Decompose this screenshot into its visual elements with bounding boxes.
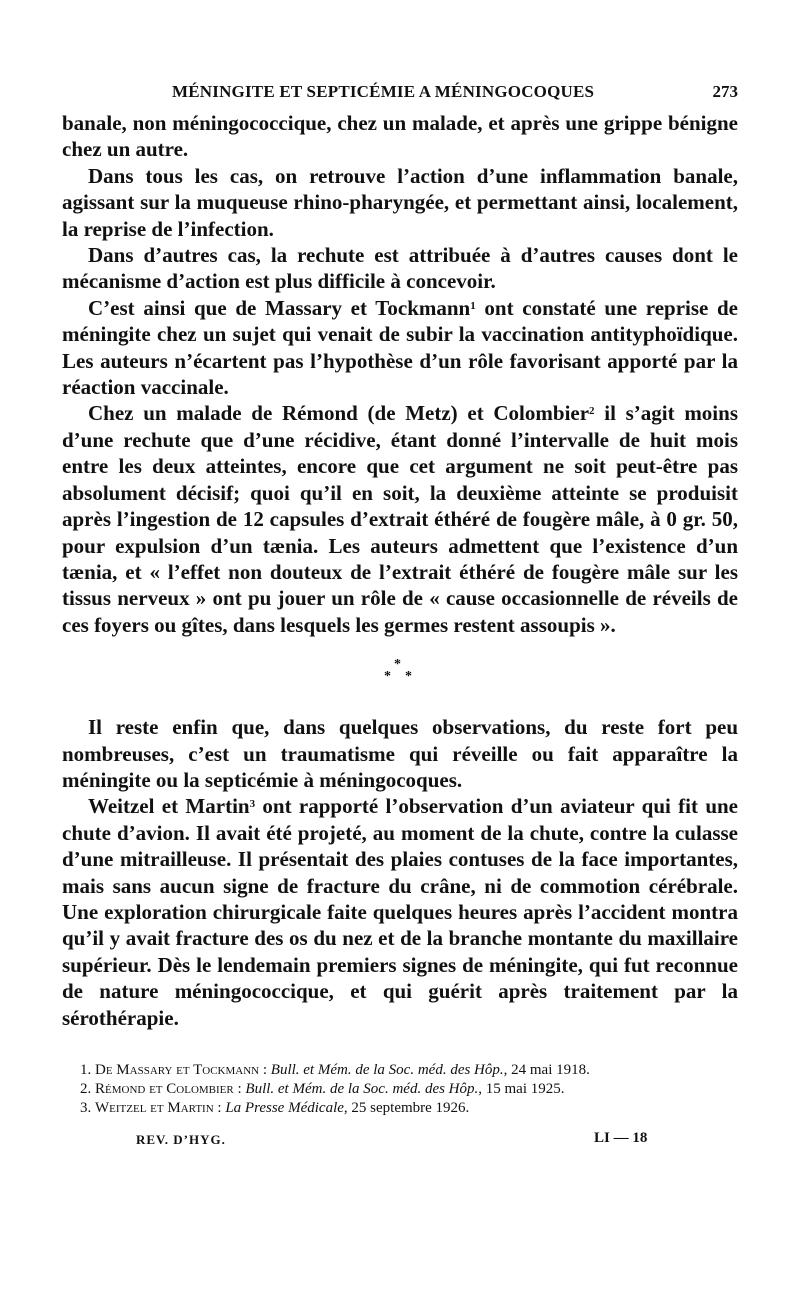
page-number: 273 xyxy=(712,82,738,101)
footnote-3: 3. Weitzel et Martin : La Presse Médicale, 25 septembre 1926. xyxy=(80,1100,470,1116)
page-footer xyxy=(62,1126,738,1156)
running-head xyxy=(62,70,738,110)
asterism-star: * xyxy=(394,657,401,673)
asterism-star: * xyxy=(384,669,391,685)
footnote-journal: La Presse Médicale xyxy=(225,1100,344,1116)
paragraph-text: Dans d’autres cas, la rechute est attribuée à d’autres causes dont le mécanisme d’action est plus difficile à concevoir. xyxy=(62,243,738,294)
footnote-date: , 15 mai 1925. xyxy=(478,1081,565,1097)
asterism-separator xyxy=(62,638,738,714)
footnote-date: , 24 mai 1918. xyxy=(503,1062,590,1078)
footnote-1: 1. De Massary et Tockmann : Bull. et Mém. de la Soc. méd. des Hôp., 24 mai 1918. xyxy=(80,1062,590,1078)
paragraph-text: Chez un malade de Rémond (de Metz) et Colombier xyxy=(88,401,590,426)
footnote-date: , 25 septembre 1926. xyxy=(343,1100,470,1116)
footnotes xyxy=(62,1061,738,1118)
paragraph-text: ont constaté une reprise de méningite chez un sujet qui venait de subir la vaccination antityphoïdique. Les auteurs n’écartent pas l’hypothèse d’un rôle favorisant apporté par la réaction vaccinale. xyxy=(62,295,739,400)
footnote-ref-2: 2 xyxy=(589,405,595,418)
footnote-number: 3. xyxy=(80,1100,92,1116)
footnote-authors: De Massary et Tockmann xyxy=(95,1062,260,1078)
signature-mark: LI — 18 xyxy=(594,1130,648,1146)
paragraph-1 xyxy=(62,110,738,163)
paragraph-text: il s’agit moins d’une rechute que d’une récidive, étant donné l’intervalle de huit mois entre les deux atteintes, encore que cet argument ne soit peut-être pas absolument décisif; quoi qu’il en soit, la deuxième atteinte se produisit après l’ingestion de 12 capsules d’extrait éthéré de fougère mâle, à 0 gr. 50, pour expulsion d’un tænia. Les auteurs admettent que l’existence d’un tænia, et « l’effet non douteux de l’extrait éthéré de fougère mâle sur les tissus nerveux » ont pu jouer un rôle de « cause occasionnelle de réveils de ces foyers ou gîtes, dans lesquels les germes restent assoupis ». xyxy=(62,401,738,637)
paragraph-7 xyxy=(62,793,738,1031)
paragraph-4 xyxy=(62,295,738,401)
document-page xyxy=(62,70,738,1260)
footnote-journal: Bull. et Mém. de la Soc. méd. des Hôp. xyxy=(245,1081,479,1097)
paragraph-text: Weitzel et Martin xyxy=(88,794,250,819)
footnote-ref-3: 3 xyxy=(249,798,256,811)
paragraph-6 xyxy=(62,714,738,793)
paragraph-2 xyxy=(62,163,738,242)
paragraph-text: C’est ainsi que de Massary et Tockmann xyxy=(88,295,471,320)
paragraph-3 xyxy=(62,242,738,295)
journal-abbreviation: REV. D’HYG. xyxy=(136,1132,226,1147)
footnote-2: 2. Rémond et Colombier : Bull. et Mém. de la Soc. méd. des Hôp., 15 mai 1925. xyxy=(80,1081,565,1097)
paragraph-text: ont rapporté l’observation d’un aviateur qui fit une chute d’avion. Il avait été projeté, au moment de la chute, contre la culasse d’une mitrailleuse. Il présentait des plaies contuses de la face importantes, mais sans aucun signe de fracture du crâne, ni de commotion cérébrale. Une exploration chirurgicale faite quelques heures après l’accident montra qu’il y avait fracture des os du nez et de la branche montante du maxillaire supérieur. Dès le lendemain premiers signes de méningite, qui fut reconnue de nature méningococcique, et qui guérit après traitement par la sérothérapie. xyxy=(62,794,739,1030)
footnote-authors: Rémond et Colombier xyxy=(95,1081,234,1097)
paragraph-text: Dans tous les cas, on retrouve l’action d’une inflammation banale, agissant sur la muqueuse rhino-pharyngée, et permettant ainsi, localement, la reprise de l’infection. xyxy=(62,163,738,241)
footnote-number: 1. xyxy=(80,1062,92,1078)
paragraph-text: Il reste enfin que, dans quelques observations, du reste fort peu nombreuses, c’est un traumatisme qui réveille ou fait apparaître la méningite ou la septicémie à méningocoques. xyxy=(62,715,738,792)
body-text xyxy=(62,110,738,1031)
asterism-star: * xyxy=(405,669,412,685)
running-title: MÉNINGITE ET SEPTICÉMIE A MÉNINGOCOQUES xyxy=(172,82,595,101)
footnote-number: 2. xyxy=(80,1081,92,1097)
footnote-ref-1: 1 xyxy=(470,299,476,312)
paragraph-text: banale, non méningococcique, chez un malade, et après une grippe bénigne chez un autre. xyxy=(62,111,738,162)
paragraph-5 xyxy=(62,400,738,638)
footnote-authors: Weitzel et Martin xyxy=(95,1100,214,1116)
footnote-journal: Bull. et Mém. de la Soc. méd. des Hôp. xyxy=(270,1062,504,1078)
